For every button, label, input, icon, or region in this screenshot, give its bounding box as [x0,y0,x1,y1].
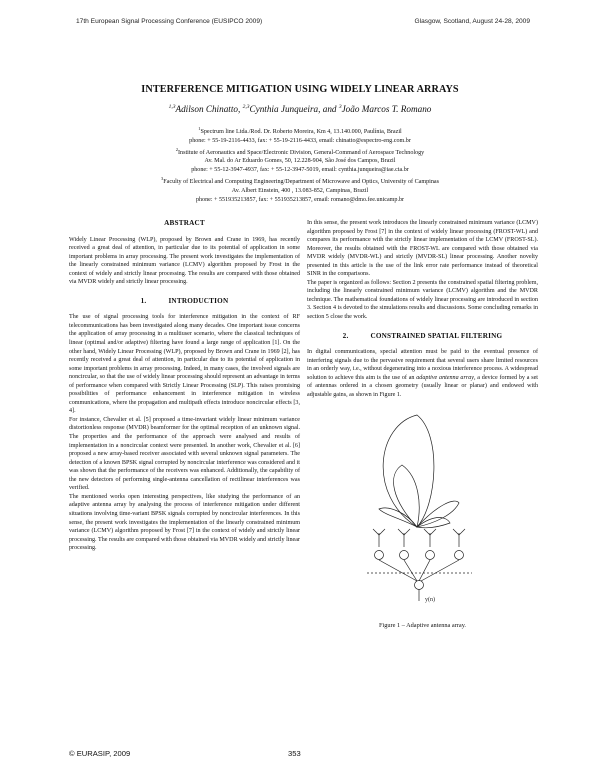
location-date-header: Glasgow, Scotland, August 24-28, 2009 [414,18,530,25]
radiation-pattern [379,415,459,528]
weight-node [455,551,464,560]
affiliation-text: phone: + 551935213857, fax: + 551935213857, email: romano@dmo.fee.unicamp.br [195,196,405,203]
affiliation-line [70,166,530,175]
affiliation-line [70,137,530,146]
section-1-heading [69,297,300,306]
intro-continued-paragraph-1: In this sense, the present work introduces the linearly constrained minimum variance (LCMV) algorithm proposed by Frost [7] in the context of widely linear processing (FROST-WL) and compares its performance with the strictly linear implementation of the LCMV (FROST-SL). Moreover, the results obtained with the FROST-WL are compared with those obtained via MVDR widely (MVDR-WL) and strictly (MVDR-SL) linear processing. Another novelty presented in this article is the use of the link error rate performance instead of theoretical SINR in the comparisons. [307,220,538,278]
affiliation-text: Av. Mal. do Ar Eduardo Gomes, 50, 12.228-904, São José dos Campos, Brazil [204,158,396,165]
side-lobe [379,508,417,527]
intro-paragraph-3: The mentioned works open interesting perspectives, like studying the performance of an adaptive antenna array by analysing the process of interference mitigation under different situations involving time-variant BPSK signals corrupted by noncircular interferences. In this sense, the present work investigates the implementation of the linearly constrained minimum variance (LCMV) algorithm proposed by Frost [7] in the context of widely and strictly linear processing. The results are compared with those obtained via MVDR widely and strictly linear processing. [69,493,300,552]
paper-title: INTERFERENCE MITIGATION USING WIDELY LINEAR ARRAYS [141,84,459,95]
affiliation-sup: 1 [198,126,201,131]
intro-paragraph-1: The use of signal processing tools for interference mitigation in the context of RF telecommunications has been investigated along many decades. One important issue concerns the application of array processing in a multiuser scenario, where the classical techniques of linear (optimal and/or adaptive) filtering have found a large range of application [1]. On the other hand, Widely Linear Processing (WLP), proposed by Brown and Crane in 1969 [2], has recently received a great deal of attention, in particular due to its potential of application in some important problems in array processing. Indeed, in many cases, the involved signals are noncircular, so that the use of widely linear processing should represent an advantage in terms of performance when compared with Strictly Linear Processing (SLP). This raises promising possibilities of performance enhancement in interference mitigation in wireless communications, where the propagation and multipath effects introduce noncircular effects [3, 4]. [69,314,300,415]
author-3-sup: 3 [338,104,342,110]
adaptive-antenna-array-figure [307,405,538,620]
affiliation-text: Av. Albert Einstein, 400 , 13.083-852, Campinas, Brazil [231,187,369,194]
combiner-line [421,560,459,581]
section-2-number: 2. [342,331,349,340]
summing-node [415,581,424,590]
antenna-elements [373,529,465,547]
weight-node [400,551,409,560]
affiliation-line [70,196,530,205]
affiliation-sup: 3 [161,176,164,182]
side-lobe [417,518,450,528]
adjustable-weights [375,551,464,560]
section-1-number: 1. [140,296,147,305]
output-label: y(n) [425,597,435,604]
section-2-text-after: , a device formed by a set of antennas ordered in a chosen geometry (usually linear or planar) and endowed with adjustable gains, as shown in Figure 1. [307,374,538,398]
left-column [69,219,300,553]
affiliation-text: phone: + 55-19-2116-4433, fax: + 55-19-2116-4433, email: chinatto@espectro-eng.com.br [189,137,411,144]
section-2-text-before: In digital communications, special attention must be paid to the eventual presence of interfering signals due to the pervasive requirement that several users share limited resources in an orderly way, i.e., without degenerating into a noxious interference process. A widespread solution to achieve this aim is the use of an [307,349,538,381]
author-2-sup: 2,3 [242,104,250,110]
combiner-line [419,560,430,581]
affiliation-line [70,146,530,158]
section-2-heading [307,332,538,341]
author-list [0,104,600,114]
author-2-name: Cynthia Junqueira, and [249,104,339,115]
copyright-footer: © EURASIP, 2009 [69,749,131,758]
affiliations [70,125,530,204]
combiner-line [404,560,417,581]
affiliation-sup: 2 [175,146,179,152]
abstract-text: Widely Linear Processing (WLP), proposed by Brown and Crane in 1969, has recently received a great deal of attention, in particular due to its potential of application in some important problems in array processing. The present work investigates the implementation of the linearly constrained minimum variance (LCMV) algorithm proposed by Frost in the context of widely and strictly linear processing. The results are compared with those obtained via MVDR widely and strictly linear processing. [69,236,300,286]
conference-header: 17th European Signal Processing Conference (EUSIPCO 2009) [76,18,263,25]
affiliation-line [70,187,530,196]
combiner-line [379,560,417,581]
section-2-emphasis: adaptive antenna array [416,374,474,381]
affiliation-line [70,175,530,187]
antenna-array-diagram [307,405,538,620]
side-lobe [417,501,459,527]
author-1-sup: 1,3 [168,104,176,110]
affiliation-text: Spectrum line Ltda./Rod. Dr. Roberto Moreira, Km 4, 13.140.000, Paulínia, Brazil [200,129,402,136]
author-1-name: Adilson Chinatto, [175,104,243,115]
affiliation-text: phone: + 55-12-3947-4937, fax: + 55-12-3947-5019, email: cynthia.junqueira@iae.cta.br [191,167,409,174]
side-lobe [394,465,420,527]
page-number: 353 [288,749,301,758]
affiliation-line [70,125,530,137]
figure-caption: Figure 1 – Adaptive antenna array. [378,622,467,630]
section-2-paragraph [307,348,538,399]
affiliation-text: Faculty of Electrical and Computing Engineering/Department of Microwave and Optics, University of Campinas [163,179,439,186]
weight-node [426,551,435,560]
affiliation-line [70,157,530,166]
section-1-title: INTRODUCTION [168,296,229,305]
intro-paragraph-2: For instance, Chevalier et al. [5] proposed a time-invariant widely linear minimum variance distortionless response (MVDR) beamformer for the optimal reception of an unknown signal. The properties and the performance of the approach were analysed and results of implementation in a noncircular context were presented. In another work, Chevalier et al. [6] proposed a new array-based receiver associated with several unknown signal parameters. The detection of a known BPSK signal corrupted by noncircular interference was considered and it was shown that the performance of the receivers was enhanced. Additionally, the capability of the new detectors of performing single-antenna cancellation of rectilinear interferences was verified. [69,416,300,492]
weight-node [375,551,384,560]
affiliation-text: Institute of Aeronautics and Space/Electronic Division, General-Command of Aerospace Technology [178,149,425,156]
abstract-heading: ABSTRACT [164,219,205,227]
intro-continued-paragraph-2: The paper is organized as follows: Section 2 presents the constrained spatial filtering problem, including the linearly constrained minimum variance (LCMV) algorithm and the MVDR technique. The mathematical foundations of widely linear processing are introduced in section 3. Section 4 is devoted to the simulations results and discussions. Some concluding remarks in section 5 close the work. [307,279,538,321]
section-2-title: CONSTRAINED SPATIAL FILTERING [370,331,503,340]
right-column [307,219,538,631]
author-3-name: João Marcos T. Romano [341,104,432,115]
